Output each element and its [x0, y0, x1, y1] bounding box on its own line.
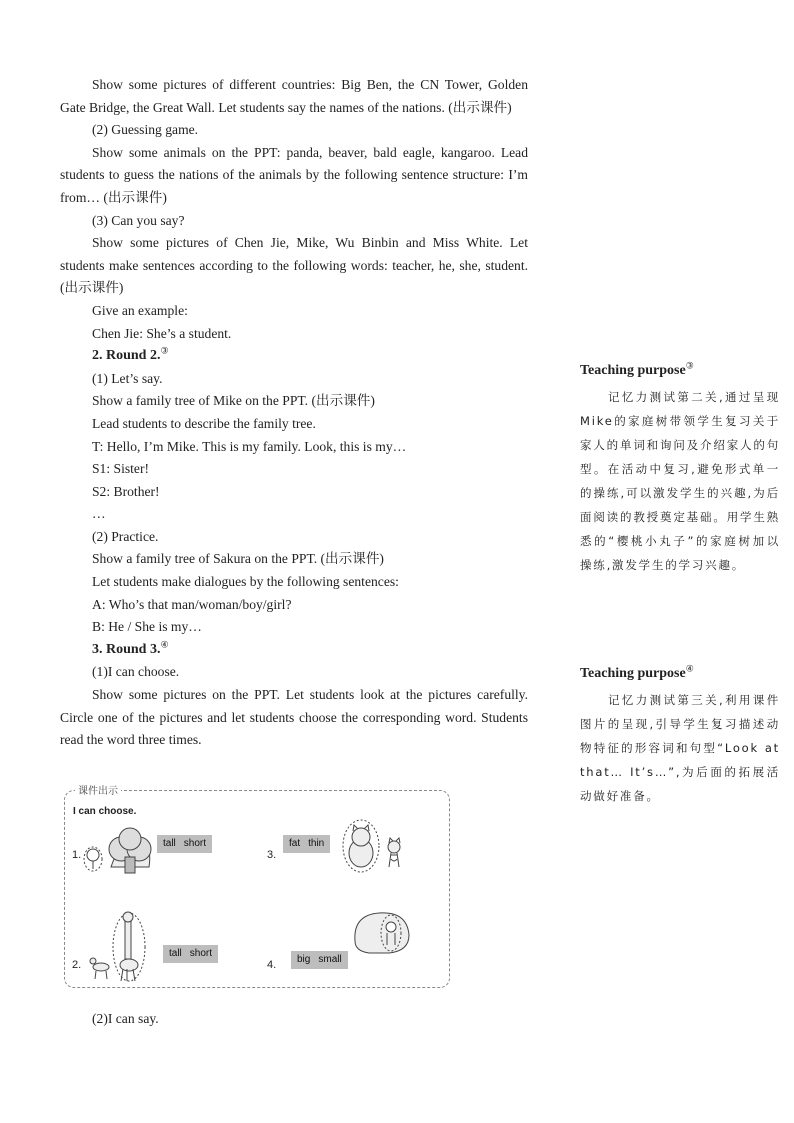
tree-picture [81, 827, 161, 877]
word-short-2[interactable]: short [189, 948, 213, 959]
side-note-3 [580, 361, 780, 577]
word-tall-2[interactable]: tall [169, 948, 182, 959]
round2-heading [60, 345, 528, 368]
word-small[interactable]: small [318, 954, 342, 965]
animals-size-picture [349, 907, 417, 961]
family-tree-mike: Show a family tree of Mike on the PPT. (出示课件) [92, 393, 375, 409]
item-1-words [157, 835, 212, 853]
item-4-number: 4. [267, 959, 277, 971]
practice-heading: (2) Practice. [92, 528, 159, 544]
item-1-number: 1. [72, 849, 82, 861]
i-can-choose-heading: (1)I can choose. [92, 664, 180, 680]
round3-heading-text: 3. Round 3. [92, 641, 161, 657]
i-can-say-text: (2)I can say. [92, 1010, 159, 1026]
word-tall[interactable]: tall [163, 838, 176, 849]
intro-paragraph: Show some pictures of different countries: Big Ben, the CN Tower, Golden Gate Bridge, the Great Wall. Let students say the names of the nations. (出示课件) [60, 77, 528, 115]
dialogues-line: Let students make dialogues by the following sentences: [92, 574, 399, 590]
s1-line: S1: Sister! [92, 461, 150, 477]
courseware-tag: 课件出示 [75, 782, 121, 797]
teacher-line: T: Hello, I’m Mike. This is my family. Look, this is my… [92, 438, 407, 454]
side-note-3-body: 记忆力测试第二关,通过呈现Mike的家庭树带领学生复习关于家人的单词和询问及介绍家人的句型。在活动中复习,避免形式单一的操练,可以激发学生的兴趣,为后面阅读的教授奠定基础。用学生熟悉的“樱桃小丸子”的家庭树加以操练,激发学生的学习兴趣。 [580, 390, 780, 572]
item-2-number: 2. [72, 959, 82, 971]
b-line: B: He / She is my… [92, 619, 202, 635]
lead-students-line: Lead students to describe the family tree. [92, 415, 316, 431]
example-label: Give an example: [92, 302, 188, 318]
lesson-body [60, 74, 528, 752]
word-thin[interactable]: thin [308, 838, 325, 849]
family-tree-sakura: Show a family tree of Sakura on the PPT. (出示课件) [92, 551, 384, 567]
side-note-3-title-text: Teaching purpose [580, 363, 686, 378]
round2-mark: ③ [160, 345, 169, 356]
guessing-heading: (2) Guessing game. [92, 122, 199, 138]
side-note-4-title-text: Teaching purpose [580, 666, 686, 681]
courseware-heading: I can choose. [73, 806, 137, 817]
word-big[interactable]: big [297, 954, 311, 965]
word-short[interactable]: short [183, 838, 207, 849]
round2-heading-text: 2. Round 2. [92, 348, 161, 364]
s2-line: S2: Brother! [92, 483, 160, 499]
word-fat[interactable]: fat [289, 838, 301, 849]
courseware-box [64, 786, 450, 988]
item-3-number: 3. [267, 849, 277, 861]
i-can-say-heading [60, 1008, 528, 1031]
guessing-paragraph: Show some animals on the PPT: panda, beaver, bald eagle, kangaroo. Lead students to guess the nations of the animals by the following sentence structure: I’m from… (出示课件) [60, 144, 528, 205]
a-line: A: Who’s that man/woman/boy/girl? [92, 596, 292, 612]
side-note-4-mark: ④ [685, 663, 694, 674]
can-you-say-paragraph: Show some pictures of Chen Jie, Mike, Wu Binbin and Miss White. Let students make sentences according to the following words: teacher, he, she, student. (出示课件) [60, 235, 528, 296]
giraffe-picture [81, 909, 161, 983]
lets-say-heading: (1) Let’s say. [92, 370, 163, 386]
item-3-words [283, 835, 330, 853]
round3-mark: ④ [160, 639, 169, 650]
side-note-3-mark: ③ [685, 360, 694, 371]
cats-picture [339, 817, 419, 875]
round3-paragraph: Show some pictures on the PPT. Let students look at the pictures carefully. Circle one of the pictures and let students choose the corresponding word. Students read the word three times. [60, 687, 528, 748]
can-you-say-heading: (3) Can you say? [92, 212, 185, 228]
item-4-words [291, 951, 348, 969]
example-sentence: Chen Jie: She’s a student. [92, 325, 232, 341]
side-note-4-title [580, 664, 780, 684]
item-2-words [163, 945, 218, 963]
side-note-4-body: 记忆力测试第三关,利用课件图片的呈现,引导学生复习描述动物特征的形容词和句型“Look at that… It’s…”,为后面的拓展活动做好准备。 [580, 693, 780, 803]
round3-heading [60, 639, 528, 662]
side-note-3-title [580, 361, 780, 381]
side-note-4 [580, 664, 780, 808]
ellipsis-line: … [92, 506, 106, 522]
